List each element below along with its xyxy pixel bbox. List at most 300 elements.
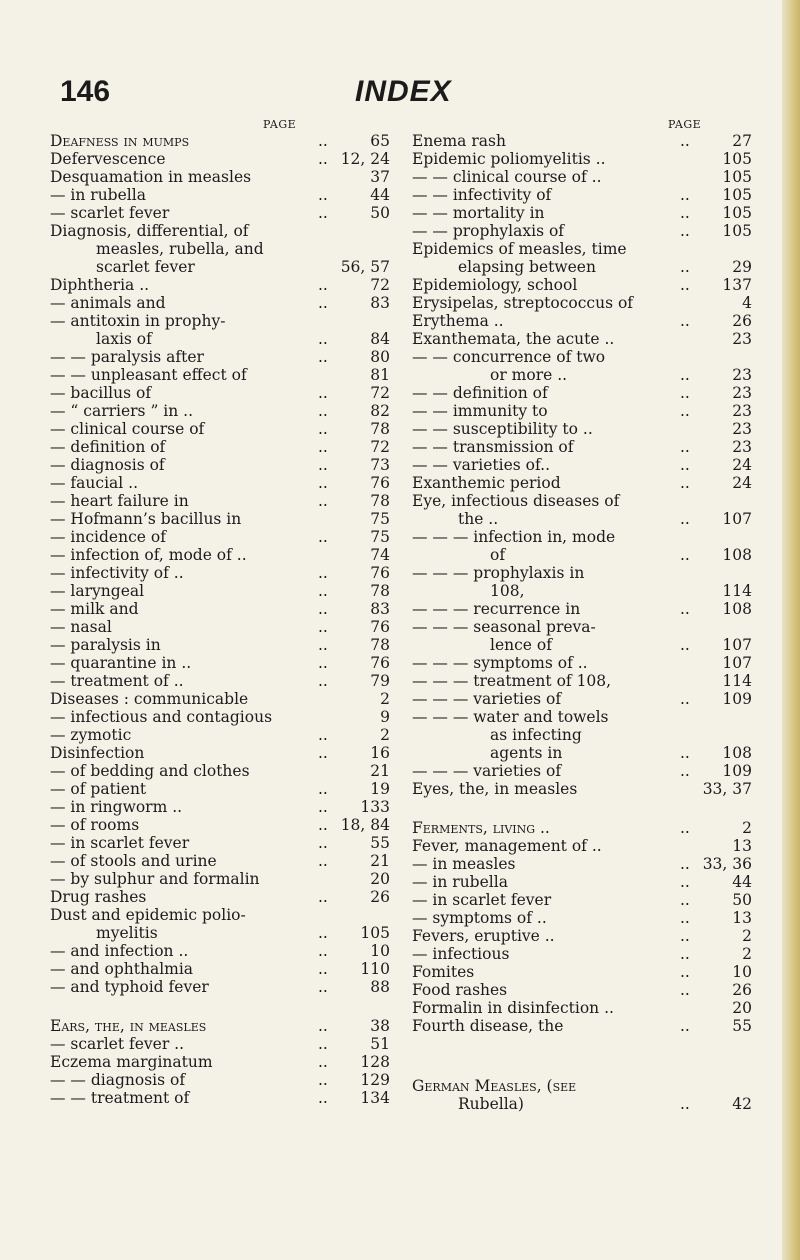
entry-page-number: 42 bbox=[732, 1095, 752, 1113]
index-entry bbox=[50, 402, 402, 420]
index-entry bbox=[412, 1035, 764, 1056]
entry-page-number: 50 bbox=[732, 891, 752, 909]
entry-text: — heart failure in bbox=[50, 492, 189, 510]
index-entry bbox=[50, 258, 402, 276]
index-entry bbox=[412, 204, 764, 222]
index-entry bbox=[412, 240, 764, 258]
index-entry bbox=[50, 528, 402, 546]
index-entry bbox=[412, 909, 764, 927]
entry-text: — symptoms of .. bbox=[412, 909, 547, 927]
entry-text: — in rubella bbox=[50, 186, 146, 204]
entry-page-number: 78 bbox=[370, 420, 390, 438]
index-entry bbox=[412, 1017, 764, 1035]
entry-text: Fomites bbox=[412, 963, 475, 981]
index-entry bbox=[412, 348, 764, 366]
entry-text: — — — recurrence in bbox=[412, 600, 581, 618]
page-number: 146 bbox=[60, 75, 111, 108]
entry-page-number: 2 bbox=[380, 726, 390, 744]
index-entry bbox=[412, 366, 764, 384]
entry-leader: .. bbox=[318, 294, 328, 312]
index-entry bbox=[50, 942, 402, 960]
index-entry bbox=[412, 564, 764, 582]
entry-text: — — — seasonal preva- bbox=[412, 618, 596, 636]
entry-leader: .. bbox=[318, 330, 328, 348]
entry-page-number: 24 bbox=[732, 456, 752, 474]
entry-leader: .. bbox=[680, 222, 690, 240]
index-entry bbox=[412, 276, 764, 294]
entry-text: Diphtheria .. bbox=[50, 276, 150, 294]
entry-leader: .. bbox=[318, 348, 328, 366]
entry-page-number: 55 bbox=[732, 1017, 752, 1035]
entry-leader: .. bbox=[318, 276, 328, 294]
entry-leader: .. bbox=[318, 438, 328, 456]
entry-text: Ears, the, in measles bbox=[50, 1017, 207, 1035]
entry-text: — of patient bbox=[50, 780, 147, 798]
entry-page-number: 21 bbox=[370, 762, 390, 780]
entry-text: Food rashes bbox=[412, 981, 508, 999]
entry-page-number: 107 bbox=[722, 510, 752, 528]
index-entry bbox=[50, 1035, 402, 1053]
entry-leader: .. bbox=[318, 150, 328, 168]
index-entry bbox=[412, 186, 764, 204]
index-entry bbox=[412, 312, 764, 330]
entry-text: — — susceptibility to .. bbox=[412, 420, 593, 438]
index-entry bbox=[50, 780, 402, 798]
entry-page-number: 105 bbox=[722, 150, 752, 168]
entry-text: lence of bbox=[490, 636, 552, 654]
entry-text: — — concurrence of two bbox=[412, 348, 606, 366]
index-entry bbox=[412, 1077, 764, 1095]
entry-text: — — transmission of bbox=[412, 438, 574, 456]
entry-text: — of stools and urine bbox=[50, 852, 217, 870]
index-entry bbox=[412, 168, 764, 186]
entry-leader: .. bbox=[318, 744, 328, 762]
index-entry bbox=[50, 276, 402, 294]
entry-page-number: 23 bbox=[732, 420, 752, 438]
entry-text: — — mortality in bbox=[412, 204, 545, 222]
index-entry bbox=[412, 819, 764, 837]
entry-text: Fevers, eruptive .. bbox=[412, 927, 555, 945]
entry-page-number: 107 bbox=[722, 654, 752, 672]
entry-page-number: 73 bbox=[370, 456, 390, 474]
page-edge bbox=[782, 0, 800, 1260]
index-entry bbox=[412, 474, 764, 492]
entry-text: — in scarlet fever bbox=[412, 891, 552, 909]
entry-page-number: 26 bbox=[370, 888, 390, 906]
entry-leader: .. bbox=[318, 960, 328, 978]
index-entry bbox=[50, 726, 402, 744]
entry-text: elapsing between bbox=[458, 258, 596, 276]
entry-page-number: 114 bbox=[722, 582, 752, 600]
entry-text: — of rooms bbox=[50, 816, 140, 834]
index-entry bbox=[412, 999, 764, 1017]
entry-leader: .. bbox=[680, 474, 690, 492]
entry-page-number: 137 bbox=[722, 276, 752, 294]
entry-leader: .. bbox=[680, 909, 690, 927]
entry-page-number: 76 bbox=[370, 474, 390, 492]
entry-page-number: 9 bbox=[380, 708, 390, 726]
entry-leader: .. bbox=[318, 942, 328, 960]
index-entry bbox=[412, 222, 764, 240]
entry-page-number: 105 bbox=[722, 222, 752, 240]
entry-page-number: 51 bbox=[370, 1035, 390, 1053]
entry-text: Disinfection bbox=[50, 744, 145, 762]
entry-page-number: 75 bbox=[370, 510, 390, 528]
entry-page-number: 105 bbox=[360, 924, 390, 942]
entry-page-number: 2 bbox=[742, 819, 752, 837]
index-entry bbox=[412, 600, 764, 618]
index-entry bbox=[412, 762, 764, 780]
entry-leader: .. bbox=[318, 1071, 328, 1089]
entry-page-number: 33, 36 bbox=[702, 855, 752, 873]
index-entry bbox=[412, 384, 764, 402]
entry-leader: .. bbox=[318, 456, 328, 474]
entry-text: scarlet fever bbox=[96, 258, 195, 276]
index-entry bbox=[412, 945, 764, 963]
index-entry bbox=[50, 510, 402, 528]
index-entry bbox=[412, 981, 764, 999]
entry-leader: .. bbox=[318, 528, 328, 546]
entry-text: Erysipelas, streptococcus of bbox=[412, 294, 634, 312]
entry-page-number: 23 bbox=[732, 402, 752, 420]
entry-text: — infectious and contagious bbox=[50, 708, 273, 726]
entry-leader: .. bbox=[680, 945, 690, 963]
entry-page-number: 107 bbox=[722, 636, 752, 654]
entry-leader: .. bbox=[680, 1095, 690, 1113]
index-entry bbox=[412, 873, 764, 891]
entry-page-number: 12, 24 bbox=[340, 150, 390, 168]
entry-text: Formalin in disinfection .. bbox=[412, 999, 614, 1017]
entry-text: — — clinical course of .. bbox=[412, 168, 602, 186]
entry-text: myelitis bbox=[96, 924, 158, 942]
index-entry bbox=[50, 1071, 402, 1089]
entry-page-number: 10 bbox=[732, 963, 752, 981]
entry-page-number: 134 bbox=[360, 1089, 390, 1107]
entry-leader: .. bbox=[318, 1053, 328, 1071]
index-entry bbox=[50, 384, 402, 402]
entry-text: — laryngeal bbox=[50, 582, 145, 600]
index-entry bbox=[50, 366, 402, 384]
entry-page-number: 72 bbox=[370, 438, 390, 456]
entry-text: Fever, management of .. bbox=[412, 837, 602, 855]
entry-leader: .. bbox=[680, 891, 690, 909]
entry-text: — milk and bbox=[50, 600, 139, 618]
entry-leader: .. bbox=[680, 819, 690, 837]
index-entry bbox=[50, 600, 402, 618]
index-entry bbox=[412, 891, 764, 909]
index-entry bbox=[412, 294, 764, 312]
index-entry bbox=[412, 582, 764, 600]
entry-leader: .. bbox=[318, 1017, 328, 1035]
entry-text: — faucial .. bbox=[50, 474, 139, 492]
entry-leader: .. bbox=[318, 852, 328, 870]
entry-page-number: 105 bbox=[722, 186, 752, 204]
index-entry bbox=[412, 690, 764, 708]
entry-leader: .. bbox=[680, 366, 690, 384]
entry-text: — — — symptoms of .. bbox=[412, 654, 588, 672]
index-entry bbox=[412, 672, 764, 690]
entry-text: — — varieties of.. bbox=[412, 456, 551, 474]
index-entry bbox=[50, 330, 402, 348]
page-title: INDEX bbox=[355, 75, 452, 108]
entry-leader: .. bbox=[318, 474, 328, 492]
index-entry bbox=[50, 708, 402, 726]
entry-page-number: 55 bbox=[370, 834, 390, 852]
entry-text: Defervescence bbox=[50, 150, 166, 168]
index-entry bbox=[412, 546, 764, 564]
entry-text: Eyes, the, in measles bbox=[412, 780, 578, 798]
entry-text: the .. bbox=[458, 510, 499, 528]
entry-page-number: 29 bbox=[732, 258, 752, 276]
entry-page-number: 78 bbox=[370, 636, 390, 654]
index-entry bbox=[412, 132, 764, 150]
entry-leader: .. bbox=[318, 1035, 328, 1053]
entry-text: Dust and epidemic polio- bbox=[50, 906, 246, 924]
entry-leader: .. bbox=[680, 636, 690, 654]
entry-leader: .. bbox=[680, 927, 690, 945]
entry-page-number: 23 bbox=[732, 384, 752, 402]
entry-text: 108, bbox=[490, 582, 525, 600]
entry-text: — — immunity to bbox=[412, 402, 548, 420]
index-entry bbox=[50, 312, 402, 330]
entry-page-number: 24 bbox=[732, 474, 752, 492]
entry-leader: .. bbox=[680, 744, 690, 762]
entry-page-number: 50 bbox=[370, 204, 390, 222]
entry-page-number: 13 bbox=[732, 909, 752, 927]
index-entry bbox=[412, 636, 764, 654]
entry-page-number: 16 bbox=[370, 744, 390, 762]
entry-text: Fourth disease, the bbox=[412, 1017, 564, 1035]
index-entry bbox=[50, 420, 402, 438]
entry-text: — paralysis in bbox=[50, 636, 161, 654]
entry-page-number: 108 bbox=[722, 600, 752, 618]
entry-page-number: 133 bbox=[360, 798, 390, 816]
index-entry bbox=[50, 816, 402, 834]
entry-text: German Measles, (see bbox=[412, 1077, 577, 1095]
entry-page-number: 108 bbox=[722, 546, 752, 564]
entry-leader: .. bbox=[680, 276, 690, 294]
index-entry bbox=[50, 762, 402, 780]
index-entry bbox=[50, 150, 402, 168]
entry-page-number: 128 bbox=[360, 1053, 390, 1071]
entry-text: — — — infection in, mode bbox=[412, 528, 616, 546]
index-entry bbox=[412, 420, 764, 438]
entry-page-number: 23 bbox=[732, 438, 752, 456]
entry-text: — treatment of .. bbox=[50, 672, 184, 690]
entry-page-number: 83 bbox=[370, 294, 390, 312]
entry-page-number: 21 bbox=[370, 852, 390, 870]
entry-leader: .. bbox=[318, 834, 328, 852]
entry-text: Enema rash bbox=[412, 132, 506, 150]
index-entry bbox=[50, 1017, 402, 1035]
index-entry bbox=[412, 708, 764, 726]
index-entry bbox=[50, 834, 402, 852]
entry-text: — and ophthalmia bbox=[50, 960, 194, 978]
index-entry bbox=[50, 798, 402, 816]
index-entry bbox=[50, 564, 402, 582]
entry-page-number: 4 bbox=[742, 294, 752, 312]
entry-page-number: 56, 57 bbox=[340, 258, 390, 276]
index-entry bbox=[50, 978, 402, 996]
index-entry bbox=[50, 222, 402, 240]
entry-text: — infectious bbox=[412, 945, 510, 963]
entry-page-number: 79 bbox=[370, 672, 390, 690]
entry-page-number: 38 bbox=[370, 1017, 390, 1035]
entry-page-number: 2 bbox=[742, 945, 752, 963]
entry-text: Diseases : communicable bbox=[50, 690, 249, 708]
entry-leader: .. bbox=[318, 492, 328, 510]
entry-leader: .. bbox=[318, 672, 328, 690]
column-page-label-right: PAGE bbox=[668, 118, 702, 131]
index-entry bbox=[50, 204, 402, 222]
entry-text: Epidemics of measles, time bbox=[412, 240, 627, 258]
entry-text: — — — varieties of bbox=[412, 690, 562, 708]
entry-leader: .. bbox=[318, 636, 328, 654]
entry-leader: .. bbox=[680, 312, 690, 330]
entry-leader: .. bbox=[318, 798, 328, 816]
entry-leader: .. bbox=[318, 978, 328, 996]
entry-page-number: 76 bbox=[370, 654, 390, 672]
entry-leader: .. bbox=[680, 132, 690, 150]
entry-text: — — — water and towels bbox=[412, 708, 609, 726]
index-entry bbox=[412, 798, 764, 819]
entry-text: — by sulphur and formalin bbox=[50, 870, 260, 888]
index-entry bbox=[50, 888, 402, 906]
entry-page-number: 114 bbox=[722, 672, 752, 690]
entry-text: as infecting bbox=[490, 726, 582, 744]
entry-text: — scarlet fever bbox=[50, 204, 170, 222]
entry-leader: .. bbox=[680, 762, 690, 780]
entry-leader: .. bbox=[680, 402, 690, 420]
index-entry bbox=[50, 438, 402, 456]
entry-text: — nasal bbox=[50, 618, 112, 636]
entry-text: — clinical course of bbox=[50, 420, 205, 438]
index-entry bbox=[50, 546, 402, 564]
index-entry bbox=[412, 927, 764, 945]
entry-leader: .. bbox=[318, 132, 328, 150]
entry-text: Epidemic poliomyelitis .. bbox=[412, 150, 606, 168]
entry-page-number: 44 bbox=[732, 873, 752, 891]
entry-text: — in scarlet fever bbox=[50, 834, 190, 852]
entry-text: — — unpleasant effect of bbox=[50, 366, 247, 384]
index-entry bbox=[50, 132, 402, 150]
index-entry bbox=[50, 924, 402, 942]
index-entry bbox=[412, 528, 764, 546]
entry-text: Epidemiology, school bbox=[412, 276, 578, 294]
entry-text: measles, rubella, and bbox=[96, 240, 264, 258]
entry-text: Rubella) bbox=[458, 1095, 524, 1113]
index-entry bbox=[50, 1089, 402, 1107]
entry-page-number: 78 bbox=[370, 582, 390, 600]
entry-text: — bacillus of bbox=[50, 384, 152, 402]
entry-leader: .. bbox=[318, 1089, 328, 1107]
entry-page-number: 109 bbox=[722, 762, 752, 780]
index-entry bbox=[50, 348, 402, 366]
index-entry bbox=[50, 636, 402, 654]
entry-page-number: 26 bbox=[732, 981, 752, 999]
index-entry bbox=[412, 855, 764, 873]
index-entry bbox=[412, 1095, 764, 1113]
entry-text: Eye, infectious diseases of bbox=[412, 492, 620, 510]
index-entry bbox=[50, 168, 402, 186]
column-page-label-left: PAGE bbox=[263, 118, 297, 131]
index-entry bbox=[50, 906, 402, 924]
entry-page-number: 23 bbox=[732, 330, 752, 348]
entry-text: — and typhoid fever bbox=[50, 978, 209, 996]
entry-page-number: 83 bbox=[370, 600, 390, 618]
entry-page-number: 76 bbox=[370, 618, 390, 636]
index-entry bbox=[50, 618, 402, 636]
entry-text: Deafness in mumps bbox=[50, 132, 190, 150]
entry-leader: .. bbox=[680, 981, 690, 999]
entry-leader: .. bbox=[318, 582, 328, 600]
entry-page-number: 88 bbox=[370, 978, 390, 996]
entry-page-number: 37 bbox=[370, 168, 390, 186]
index-entry bbox=[50, 474, 402, 492]
entry-text: — infectivity of .. bbox=[50, 564, 184, 582]
entry-text: Erythema .. bbox=[412, 312, 504, 330]
entry-text: Exanthemata, the acute .. bbox=[412, 330, 615, 348]
entry-text: Eczema marginatum bbox=[50, 1053, 213, 1071]
entry-leader: .. bbox=[318, 780, 328, 798]
index-entry bbox=[50, 456, 402, 474]
entry-text: Desquamation in measles bbox=[50, 168, 252, 186]
entry-text: — — — treatment of 108, bbox=[412, 672, 612, 690]
entry-text: — — prophylaxis of bbox=[412, 222, 565, 240]
entry-page-number: 76 bbox=[370, 564, 390, 582]
entry-text: — infection of, mode of .. bbox=[50, 546, 247, 564]
entry-leader: .. bbox=[318, 564, 328, 582]
index-entry bbox=[50, 852, 402, 870]
entry-leader: .. bbox=[318, 204, 328, 222]
entry-text: — zymotic bbox=[50, 726, 132, 744]
index-entry bbox=[50, 1053, 402, 1071]
entry-page-number: 129 bbox=[360, 1071, 390, 1089]
entry-page-number: 108 bbox=[722, 744, 752, 762]
entry-page-number: 23 bbox=[732, 366, 752, 384]
entry-leader: .. bbox=[680, 186, 690, 204]
index-entry bbox=[50, 240, 402, 258]
entry-page-number: 27 bbox=[732, 132, 752, 150]
index-entry bbox=[412, 438, 764, 456]
index-entry bbox=[412, 258, 764, 276]
index-entry bbox=[50, 870, 402, 888]
entry-leader: .. bbox=[318, 888, 328, 906]
entry-page-number: 82 bbox=[370, 402, 390, 420]
index-entry bbox=[412, 456, 764, 474]
entry-text: — incidence of bbox=[50, 528, 166, 546]
entry-leader: .. bbox=[680, 873, 690, 891]
index-entry bbox=[50, 744, 402, 762]
index-entry bbox=[412, 837, 764, 855]
entry-text: agents in bbox=[490, 744, 563, 762]
entry-page-number: 19 bbox=[370, 780, 390, 798]
entry-page-number: 2 bbox=[380, 690, 390, 708]
entry-page-number: 20 bbox=[732, 999, 752, 1017]
index-entry bbox=[50, 492, 402, 510]
index-entry bbox=[50, 294, 402, 312]
entry-page-number: 26 bbox=[732, 312, 752, 330]
entry-leader: .. bbox=[318, 186, 328, 204]
index-entry bbox=[412, 492, 764, 510]
entry-text: Diagnosis, differential, of bbox=[50, 222, 249, 240]
entry-page-number: 105 bbox=[722, 168, 752, 186]
entry-text: — animals and bbox=[50, 294, 166, 312]
entry-text: — diagnosis of bbox=[50, 456, 165, 474]
entry-leader: .. bbox=[318, 618, 328, 636]
entry-text: — — diagnosis of bbox=[50, 1071, 186, 1089]
entry-page-number: 109 bbox=[722, 690, 752, 708]
